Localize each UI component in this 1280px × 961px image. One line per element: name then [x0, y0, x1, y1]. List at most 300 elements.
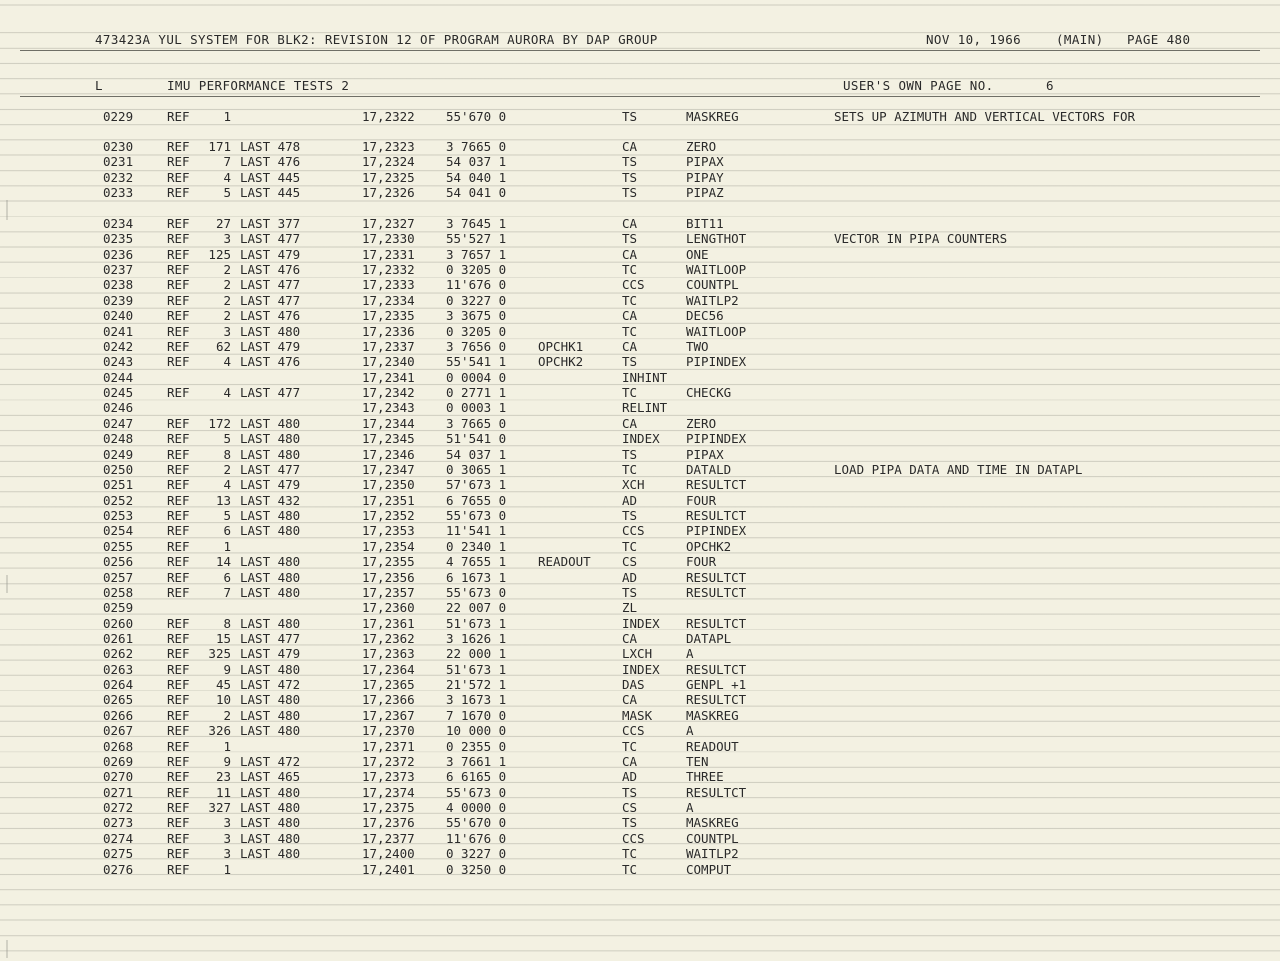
listing-row [0, 416, 1280, 431]
line-number: 0267 [103, 723, 134, 739]
octal-code: 3 7656 0 [446, 338, 507, 354]
octal-code: 3 3675 0 [446, 308, 507, 324]
listing-row [0, 723, 1280, 738]
users-page-number: 6 [1046, 78, 1054, 93]
ref-count: 4 [223, 385, 231, 401]
memory-address: 17,2357 [362, 584, 415, 600]
ref-count: 1 [223, 538, 231, 554]
last-page-ref: LAST 445 [240, 169, 301, 185]
header-date: NOV 10, 1966 [926, 32, 1022, 47]
memory-address: 17,2376 [362, 815, 415, 831]
line-number: 0272 [103, 800, 134, 816]
ref-keyword: REF [167, 677, 190, 693]
ref-count: 7 [223, 154, 231, 170]
ref-keyword: REF [167, 538, 190, 554]
ref-keyword: REF [167, 385, 190, 401]
ref-count: 8 [223, 446, 231, 462]
opcode: TS [622, 354, 638, 370]
ref-keyword: REF [167, 584, 190, 600]
line-number: 0265 [103, 692, 134, 708]
memory-address: 17,2367 [362, 707, 415, 723]
opcode: INDEX [622, 431, 660, 447]
last-page-ref: LAST 480 [240, 508, 301, 524]
line-number: 0237 [103, 262, 134, 278]
octal-code: 0 2340 1 [446, 538, 507, 554]
memory-address: 17,2377 [362, 830, 415, 846]
last-page-ref: LAST 377 [240, 216, 301, 231]
memory-address: 17,2334 [362, 292, 415, 308]
line-number: 0269 [103, 753, 134, 769]
octal-code: 0 3205 0 [446, 323, 507, 339]
line-number: 0229 [103, 109, 134, 124]
opcode: CA [622, 415, 638, 431]
line-number: 0243 [103, 354, 134, 370]
operand: PIPAX [686, 154, 724, 170]
line-number: 0240 [103, 308, 134, 324]
memory-address: 17,2352 [362, 508, 415, 524]
last-page-ref: LAST 477 [240, 630, 301, 646]
line-number: 0230 [103, 139, 134, 154]
section-title: IMU PERFORMANCE TESTS 2 [167, 78, 350, 93]
line-number: 0248 [103, 431, 134, 447]
last-page-ref: LAST 476 [240, 154, 301, 170]
operand: RESULTCT [686, 784, 747, 800]
listing-row [0, 493, 1280, 508]
opcode: TS [622, 231, 638, 247]
listing-row [0, 231, 1280, 246]
listing-row [0, 800, 1280, 815]
opcode: TC [622, 738, 638, 754]
ref-keyword: REF [167, 185, 190, 201]
listing-row [0, 385, 1280, 400]
opcode: CA [622, 216, 638, 231]
listing-row [0, 139, 1280, 154]
listing-row [0, 462, 1280, 477]
opcode: TS [622, 815, 638, 831]
octal-code: 55'673 0 [446, 584, 507, 600]
last-page-ref: LAST 480 [240, 815, 301, 831]
symbol-label: OPCHK1 [538, 338, 584, 354]
operand: MASKREG [686, 815, 739, 831]
listing-row [0, 262, 1280, 277]
memory-address: 17,2373 [362, 769, 415, 785]
octal-code: 0 3065 1 [446, 461, 507, 477]
header-rule [20, 50, 1260, 51]
ref-keyword: REF [167, 769, 190, 785]
ref-count: 13 [215, 492, 231, 508]
ref-count: 6 [223, 523, 231, 539]
ref-count: 4 [223, 477, 231, 493]
memory-address: 17,2355 [362, 554, 415, 570]
line-number: 0271 [103, 784, 134, 800]
last-page-ref: LAST 476 [240, 308, 301, 324]
ref-count: 2 [223, 461, 231, 477]
memory-address: 17,2364 [362, 661, 415, 677]
line-number: 0268 [103, 738, 134, 754]
operand: COMPUT [686, 861, 732, 877]
last-page-ref: LAST 465 [240, 769, 301, 785]
line-number: 0232 [103, 169, 134, 185]
opcode: CCS [622, 830, 645, 846]
comment-text: SETS UP AZIMUTH AND VERTICAL VECTORS FOR [834, 109, 1136, 124]
octal-code: 3 1673 1 [446, 692, 507, 708]
last-page-ref: LAST 432 [240, 492, 301, 508]
octal-code: 57'673 1 [446, 477, 507, 493]
octal-code: 0 3205 0 [446, 262, 507, 278]
octal-code: 22 007 0 [446, 600, 507, 616]
opcode: CS [622, 554, 638, 570]
listing-row [0, 508, 1280, 523]
line-number: 0236 [103, 246, 134, 262]
ref-count: 1 [223, 109, 231, 124]
listing-row [0, 400, 1280, 415]
line-number: 0273 [103, 815, 134, 831]
header-title: 473423A YUL SYSTEM FOR BLK2: REVISION 12 OF PROGRAM AURORA BY DAP GROUP [95, 32, 658, 47]
listing-row [0, 646, 1280, 661]
operand: FOUR [686, 554, 717, 570]
octal-code: 55'541 1 [446, 354, 507, 370]
opcode: CS [622, 800, 638, 816]
ref-count: 3 [223, 231, 231, 247]
listing-row [0, 754, 1280, 769]
last-page-ref: LAST 477 [240, 292, 301, 308]
operand: RESULTCT [686, 692, 747, 708]
listing-row [0, 631, 1280, 646]
ref-keyword: REF [167, 231, 190, 247]
ref-count: 2 [223, 262, 231, 278]
ref-count: 5 [223, 431, 231, 447]
listing-row [0, 523, 1280, 538]
octal-code: 7 1670 0 [446, 707, 507, 723]
listing-row [0, 185, 1280, 200]
memory-address: 17,2324 [362, 154, 415, 170]
memory-address: 17,2354 [362, 538, 415, 554]
line-number: 0257 [103, 569, 134, 585]
octal-code: 21'572 1 [446, 677, 507, 693]
last-page-ref: LAST 476 [240, 354, 301, 370]
memory-address: 17,2345 [362, 431, 415, 447]
listing-row [0, 308, 1280, 323]
operand: COUNTPL [686, 830, 739, 846]
octal-code: 10 000 0 [446, 723, 507, 739]
memory-address: 17,2371 [362, 738, 415, 754]
operand: RESULTCT [686, 477, 747, 493]
operand: BIT11 [686, 216, 724, 231]
ref-count: 125 [208, 246, 231, 262]
ref-keyword: REF [167, 508, 190, 524]
ref-count: 1 [223, 738, 231, 754]
listing-row [0, 247, 1280, 262]
operand: READOUT [686, 738, 739, 754]
ref-count: 7 [223, 584, 231, 600]
operand: ONE [686, 246, 709, 262]
line-number: 0252 [103, 492, 134, 508]
ref-keyword: REF [167, 461, 190, 477]
ref-count: 9 [223, 753, 231, 769]
operand: TWO [686, 338, 709, 354]
listing-row [0, 600, 1280, 615]
last-page-ref: LAST 477 [240, 231, 301, 247]
operand: COUNTPL [686, 277, 739, 293]
opcode: TS [622, 185, 638, 201]
last-page-ref: LAST 480 [240, 569, 301, 585]
ref-keyword: REF [167, 446, 190, 462]
last-page-ref: LAST 480 [240, 323, 301, 339]
last-page-ref: LAST 480 [240, 723, 301, 739]
memory-address: 17,2343 [362, 400, 415, 416]
last-page-ref: LAST 480 [240, 784, 301, 800]
line-number: 0246 [103, 400, 134, 416]
opcode: DAS [622, 677, 645, 693]
octal-code: 3 7645 1 [446, 216, 507, 231]
opcode: AD [622, 569, 638, 585]
comment-text: LOAD PIPA DATA AND TIME IN DATAPL [834, 461, 1083, 477]
ref-keyword: REF [167, 738, 190, 754]
memory-address: 17,2362 [362, 630, 415, 646]
ref-keyword: REF [167, 477, 190, 493]
operand: THREE [686, 769, 724, 785]
opcode: LXCH [622, 646, 653, 662]
operand: ZERO [686, 139, 717, 154]
ref-keyword: REF [167, 216, 190, 231]
memory-address: 17,2361 [362, 615, 415, 631]
memory-address: 17,2337 [362, 338, 415, 354]
memory-address: 17,2375 [362, 800, 415, 816]
line-number: 0260 [103, 615, 134, 631]
opcode: TS [622, 109, 638, 124]
last-page-ref: LAST 480 [240, 446, 301, 462]
ref-count: 9 [223, 661, 231, 677]
listing-row [0, 570, 1280, 585]
last-page-ref: LAST 480 [240, 554, 301, 570]
last-page-ref: LAST 445 [240, 185, 301, 201]
opcode: TC [622, 385, 638, 401]
last-page-ref: LAST 477 [240, 461, 301, 477]
opcode: TS [622, 154, 638, 170]
memory-address: 17,2344 [362, 415, 415, 431]
ref-keyword: REF [167, 692, 190, 708]
ref-keyword: REF [167, 308, 190, 324]
ref-count: 2 [223, 707, 231, 723]
operand: A [686, 800, 694, 816]
ref-count: 4 [223, 169, 231, 185]
memory-address: 17,2350 [362, 477, 415, 493]
octal-code: 6 1673 1 [446, 569, 507, 585]
listing-row [0, 170, 1280, 185]
listing-row [0, 354, 1280, 369]
octal-code: 0 3227 0 [446, 292, 507, 308]
ref-keyword: REF [167, 492, 190, 508]
ref-keyword: REF [167, 861, 190, 877]
operand: RESULTCT [686, 508, 747, 524]
line-number: 0245 [103, 385, 134, 401]
ref-keyword: REF [167, 109, 190, 124]
opcode: TC [622, 262, 638, 278]
line-number: 0251 [103, 477, 134, 493]
memory-address: 17,2370 [362, 723, 415, 739]
operand: WAITLP2 [686, 292, 739, 308]
listing-row [0, 339, 1280, 354]
octal-code: 54 037 1 [446, 154, 507, 170]
operand: PIPINDEX [686, 354, 747, 370]
memory-address: 17,2353 [362, 523, 415, 539]
ref-count: 326 [208, 723, 231, 739]
line-number: 0234 [103, 216, 134, 231]
opcode: TC [622, 846, 638, 862]
line-number: 0276 [103, 861, 134, 877]
octal-code: 0 0003 1 [446, 400, 507, 416]
opcode: CCS [622, 523, 645, 539]
memory-address: 17,2342 [362, 385, 415, 401]
ref-count: 62 [215, 338, 231, 354]
memory-address: 17,2336 [362, 323, 415, 339]
section-marker: L [95, 78, 103, 93]
opcode: INDEX [622, 615, 660, 631]
operand: WAITLOOP [686, 323, 747, 339]
ref-count: 4 [223, 354, 231, 370]
last-page-ref: LAST 480 [240, 707, 301, 723]
octal-code: 3 7657 1 [446, 246, 507, 262]
ref-keyword: REF [167, 615, 190, 631]
comment-text: VECTOR IN PIPA COUNTERS [834, 231, 1008, 247]
opcode: CA [622, 630, 638, 646]
ref-keyword: REF [167, 277, 190, 293]
operand: RESULTCT [686, 661, 747, 677]
ref-count: 3 [223, 846, 231, 862]
ref-count: 45 [215, 677, 231, 693]
line-number: 0254 [103, 523, 134, 539]
ref-count: 3 [223, 815, 231, 831]
operand: RESULTCT [686, 615, 747, 631]
octal-code: 0 2771 1 [446, 385, 507, 401]
ref-keyword: REF [167, 323, 190, 339]
last-page-ref: LAST 479 [240, 338, 301, 354]
opcode: ZL [622, 600, 638, 616]
operand: OPCHK2 [686, 538, 732, 554]
ref-count: 8 [223, 615, 231, 631]
ref-keyword: REF [167, 630, 190, 646]
listing-row [0, 785, 1280, 800]
opcode: TC [622, 461, 638, 477]
opcode: TS [622, 169, 638, 185]
octal-code: 54 037 1 [446, 446, 507, 462]
octal-code: 55'527 1 [446, 231, 507, 247]
line-number: 0266 [103, 707, 134, 723]
opcode: TC [622, 538, 638, 554]
ref-keyword: REF [167, 800, 190, 816]
header-page: PAGE 480 [1127, 32, 1191, 47]
listing-row [0, 431, 1280, 446]
last-page-ref: LAST 477 [240, 385, 301, 401]
listing-row [0, 370, 1280, 385]
operand: PIPAZ [686, 185, 724, 201]
operand: DATAPL [686, 630, 732, 646]
last-page-ref: LAST 477 [240, 277, 301, 293]
listing-row [0, 846, 1280, 861]
listing-row [0, 862, 1280, 877]
listing-row [0, 539, 1280, 554]
ref-count: 325 [208, 646, 231, 662]
listing-row [0, 477, 1280, 492]
line-number: 0261 [103, 630, 134, 646]
operand: A [686, 723, 694, 739]
opcode: CCS [622, 723, 645, 739]
octal-code: 0 3250 0 [446, 861, 507, 877]
operand: DEC56 [686, 308, 724, 324]
listing-row [0, 739, 1280, 754]
ref-keyword: REF [167, 354, 190, 370]
opcode: INHINT [622, 369, 668, 385]
ref-count: 3 [223, 830, 231, 846]
listing-row [0, 324, 1280, 339]
memory-address: 17,2401 [362, 861, 415, 877]
last-page-ref: LAST 480 [240, 615, 301, 631]
last-page-ref: LAST 476 [240, 262, 301, 278]
line-number: 0264 [103, 677, 134, 693]
memory-address: 17,2356 [362, 569, 415, 585]
memory-address: 17,2346 [362, 446, 415, 462]
listing-row [0, 769, 1280, 784]
operand: MASKREG [686, 707, 739, 723]
ref-count: 14 [215, 554, 231, 570]
last-page-ref: LAST 472 [240, 753, 301, 769]
ref-keyword: REF [167, 830, 190, 846]
listing-row [0, 662, 1280, 677]
ref-keyword: REF [167, 154, 190, 170]
octal-code: 54 041 0 [446, 185, 507, 201]
memory-address: 17,2363 [362, 646, 415, 662]
octal-code: 0 3227 0 [446, 846, 507, 862]
memory-address: 17,2340 [362, 354, 415, 370]
line-number: 0238 [103, 277, 134, 293]
memory-address: 17,2374 [362, 784, 415, 800]
octal-code: 11'676 0 [446, 277, 507, 293]
line-number: 0262 [103, 646, 134, 662]
memory-address: 17,2365 [362, 677, 415, 693]
users-page-label: USER'S OWN PAGE NO. [843, 78, 994, 93]
last-page-ref: LAST 480 [240, 846, 301, 862]
memory-address: 17,2333 [362, 277, 415, 293]
last-page-ref: LAST 480 [240, 692, 301, 708]
memory-address: 17,2372 [362, 753, 415, 769]
last-page-ref: LAST 478 [240, 139, 301, 154]
octal-code: 6 6165 0 [446, 769, 507, 785]
memory-address: 17,2327 [362, 216, 415, 231]
last-page-ref: LAST 479 [240, 646, 301, 662]
ref-count: 23 [215, 769, 231, 785]
last-page-ref: LAST 479 [240, 477, 301, 493]
octal-code: 3 1626 1 [446, 630, 507, 646]
memory-address: 17,2366 [362, 692, 415, 708]
memory-address: 17,2326 [362, 185, 415, 201]
listing-row [0, 692, 1280, 707]
line-number: 0258 [103, 584, 134, 600]
memory-address: 17,2331 [362, 246, 415, 262]
line-number: 0275 [103, 846, 134, 862]
line-number: 0235 [103, 231, 134, 247]
ref-keyword: REF [167, 661, 190, 677]
ref-keyword: REF [167, 292, 190, 308]
ref-keyword: REF [167, 784, 190, 800]
opcode: TC [622, 323, 638, 339]
octal-code: 0 0004 0 [446, 369, 507, 385]
opcode: TS [622, 508, 638, 524]
octal-code: 55'673 0 [446, 508, 507, 524]
opcode: TC [622, 292, 638, 308]
ref-keyword: REF [167, 569, 190, 585]
listing-row [0, 677, 1280, 692]
ref-keyword: REF [167, 523, 190, 539]
